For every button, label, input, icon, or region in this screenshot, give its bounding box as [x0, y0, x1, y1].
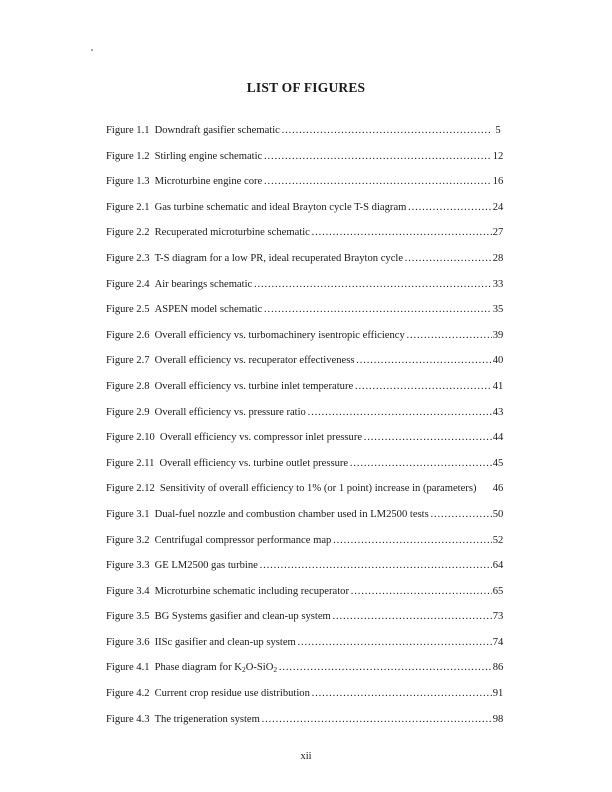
figure-caption: Stirling engine schematic — [154, 150, 263, 162]
entry-label — [106, 585, 492, 599]
page-ref: 24 — [492, 201, 504, 213]
figure-number: Figure 2.2 — [106, 227, 150, 239]
figure-number: Figure 2.5 — [106, 304, 150, 316]
list-item[interactable] — [106, 585, 516, 611]
figure-number: Figure 2.4 — [106, 278, 150, 290]
list-item[interactable] — [106, 431, 516, 457]
figure-number: Figure 1.2 — [106, 150, 150, 162]
entry-label — [106, 175, 492, 189]
list-item[interactable] — [106, 329, 516, 355]
figure-number: Figure 3.5 — [106, 611, 150, 623]
figure-number: Figure 4.3 — [106, 713, 150, 725]
page-ref: 86 — [492, 662, 504, 674]
figure-number: Figure 1.1 — [106, 125, 150, 136]
figure-number: Figure 4.2 — [106, 688, 150, 700]
list-item[interactable] — [106, 380, 516, 406]
list-item[interactable] — [106, 636, 516, 662]
page-ref: 64 — [492, 560, 504, 572]
page-ref: 46 — [492, 483, 504, 495]
entry-label — [106, 354, 492, 368]
figure-number: Figure 2.8 — [106, 380, 150, 392]
page-ref: 12 — [492, 150, 504, 162]
figure-number: Figure 2.11 — [106, 457, 155, 469]
figure-number: Figure 3.3 — [106, 560, 150, 572]
figure-caption: Sensitivity of overall efficiency to 1% (or 1 point) increase in (parameters) — [159, 483, 477, 495]
figure-number: Figure 1.3 — [106, 176, 150, 188]
figure-caption: Gas turbine schematic and ideal Brayton cycle T-S diagram — [154, 201, 407, 213]
figure-number: Figure 2.7 — [106, 355, 150, 367]
figure-number: Figure 4.1 — [106, 662, 150, 674]
page-ref: 28 — [492, 252, 504, 264]
figure-caption: Overall efficiency vs. compressor inlet pressure — [159, 432, 363, 444]
figure-caption: Overall efficiency vs. turbine inlet temperature — [154, 380, 354, 392]
figure-number: Figure 2.3 — [106, 252, 150, 264]
figure-caption: Overall efficiency vs. pressure ratio — [154, 406, 306, 418]
figure-list — [106, 124, 516, 738]
page-ref: 43 — [492, 406, 504, 418]
entry-label — [106, 457, 492, 471]
figure-caption: BG Systems gasifier and clean-up system — [154, 611, 331, 623]
page-ref: 27 — [492, 227, 504, 239]
list-item[interactable] — [106, 175, 516, 201]
entry-label — [106, 150, 492, 164]
page-ref: 40 — [492, 355, 504, 367]
figure-caption: Overall efficiency vs. recuperator effectiveness — [154, 355, 355, 367]
figure-number: Figure 2.9 — [106, 406, 150, 418]
list-item[interactable] — [106, 610, 516, 636]
entry-label — [106, 559, 492, 573]
figure-number: Figure 2.1 — [106, 201, 150, 213]
page-ref: 65 — [492, 585, 504, 597]
figure-caption: Current crop residue use distribution — [154, 688, 310, 700]
page-ref: 98 — [492, 713, 504, 725]
figure-caption: Overall efficiency vs. turbine outlet pressure — [159, 457, 349, 469]
entry-label — [106, 508, 492, 522]
entry-label — [106, 124, 492, 138]
entry-label — [106, 534, 492, 548]
figure-number: Figure 3.2 — [106, 534, 150, 546]
figure-number: Figure 2.12 — [106, 483, 155, 495]
list-item[interactable] — [106, 534, 516, 560]
entry-label — [106, 431, 492, 445]
list-item[interactable] — [106, 713, 516, 739]
figure-caption: Phase diagram for $K_2O-SiO_2$ — [154, 662, 278, 675]
list-item[interactable] — [106, 482, 516, 508]
figure-caption: Air bearings schematic — [154, 278, 253, 290]
entry-label — [106, 713, 492, 727]
entry-label — [106, 661, 492, 675]
list-item[interactable] — [106, 508, 516, 534]
list-item[interactable] — [106, 150, 516, 176]
page-ref: 74 — [492, 636, 504, 648]
page-ref: 45 — [492, 457, 504, 469]
figure-number: Figure 3.4 — [106, 585, 150, 597]
entry-label — [106, 329, 492, 343]
figure-caption: IISc gasifier and clean-up system — [154, 636, 296, 648]
page-ref: 41 — [492, 380, 504, 392]
figure-caption: Overall efficiency vs. turbomachinery isentropic efficiency — [154, 329, 405, 341]
page-number: xii — [300, 751, 312, 762]
figure-caption: Dual-fuel nozzle and combustion chamber used in LM2500 tests — [154, 508, 429, 520]
page-ref: 91 — [492, 688, 504, 700]
page-title: LIST OF FIGURES — [246, 80, 366, 95]
entry-label — [106, 252, 492, 266]
entry-label — [106, 610, 492, 624]
figure-caption: Centrifugal compressor performance map — [154, 534, 332, 546]
page-ref: 73 — [492, 611, 504, 623]
entry-label — [106, 303, 492, 317]
figure-number: Figure 3.1 — [106, 508, 150, 520]
page-ref: 16 — [492, 176, 504, 188]
entry-label — [106, 201, 492, 215]
figure-caption: Recuperated microturbine schematic — [154, 227, 310, 239]
list-item[interactable] — [106, 303, 516, 329]
figure-number: Figure 2.6 — [106, 329, 150, 341]
entry-label — [106, 380, 492, 394]
list-item[interactable] — [106, 687, 516, 713]
figure-caption: The trigeneration system — [154, 713, 260, 725]
list-item[interactable] — [106, 252, 516, 278]
entry-label — [106, 687, 492, 701]
list-item[interactable] — [106, 661, 516, 687]
list-item[interactable] — [106, 226, 516, 252]
page-ref: 44 — [492, 432, 504, 444]
figure-caption: Microturbine engine core — [154, 176, 263, 188]
scan-speck — [91, 49, 93, 51]
page-ref: 35 — [492, 304, 504, 316]
list-item[interactable] — [106, 201, 516, 227]
entry-label — [106, 636, 492, 650]
page-ref: 52 — [492, 534, 504, 546]
list-item[interactable] — [106, 457, 516, 483]
page-ref: 5 — [495, 125, 501, 136]
list-item[interactable] — [106, 559, 516, 585]
entry-label — [106, 482, 492, 496]
page-ref: 50 — [492, 508, 504, 520]
figure-caption: Microturbine schematic including recuperator — [154, 585, 350, 597]
figure-caption: GE LM2500 gas turbine — [154, 560, 258, 572]
page-ref: 39 — [492, 329, 504, 341]
list-item[interactable] — [106, 124, 516, 150]
figure-caption: T-S diagram for a low PR, ideal recuperated Brayton cycle — [154, 252, 404, 264]
figure-number: Figure 3.6 — [106, 636, 150, 648]
figure-caption: Downdraft gasifier schematic — [154, 125, 280, 136]
list-item[interactable] — [106, 406, 516, 432]
figure-caption: ASPEN model schematic — [154, 304, 263, 316]
list-item[interactable] — [106, 354, 516, 380]
page-ref: 33 — [492, 278, 504, 290]
entry-label — [106, 226, 492, 240]
entry-label — [106, 278, 492, 292]
entry-label — [106, 406, 492, 420]
list-item[interactable] — [106, 278, 516, 304]
figure-number: Figure 2.10 — [106, 432, 155, 444]
